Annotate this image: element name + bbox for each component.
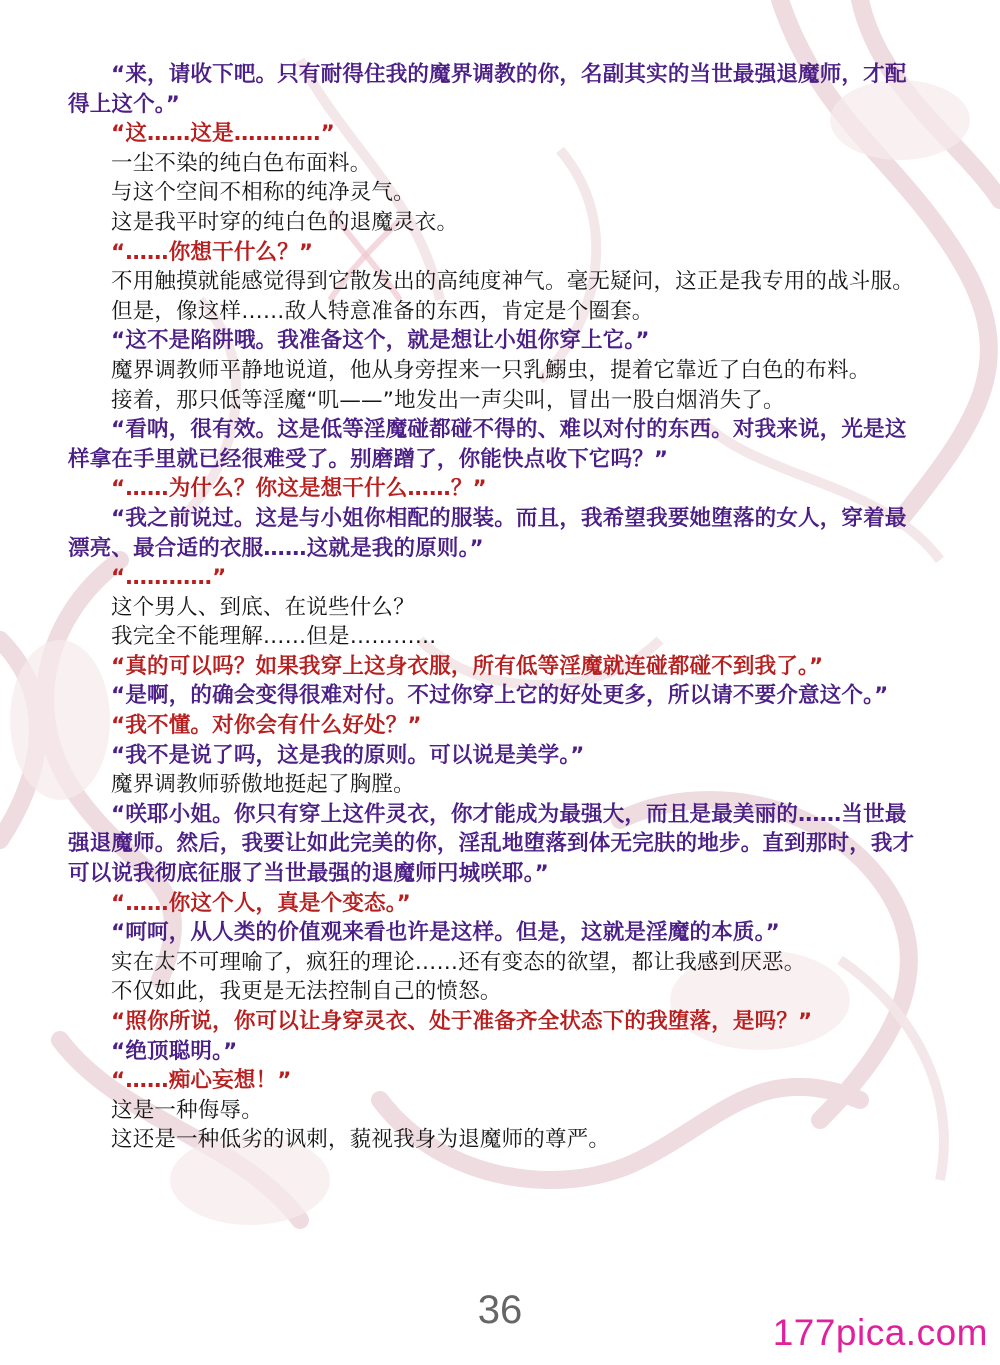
page-number: 36 [477, 1288, 523, 1332]
narration-paragraph: 与这个空间不相称的纯净灵气。 [111, 180, 415, 206]
dialogue-paragraph: “……你这个人，真是个变态。” [111, 890, 412, 916]
dialogue-paragraph: “…………” [111, 565, 227, 591]
narration-paragraph: 接着，那只低等淫魔“叽——”地发出一声尖叫，冒出一股白烟消失了。 [111, 387, 785, 413]
dialogue-paragraph: “是啊，的确会变得很难对付。不过你穿上它的好处更多，所以请不要介意这个。” [111, 683, 889, 709]
dialogue-paragraph: “……痴心妄想！” [111, 1068, 292, 1094]
dialogue-paragraph: “我不懂。对你会有什么好处？” [111, 713, 422, 739]
dialogue-paragraph: “来，请收下吧。只有耐得住我的魔界调教的你，名副其实的当世最强退魔师，才配得上这个。” [68, 62, 907, 117]
dialogue-paragraph: “呵呵，从人类的价值观来看也许是这样。但是，这就是淫魔的本质。” [111, 920, 780, 946]
dialogue-paragraph: “……你想干什么？” [111, 239, 314, 265]
narration-paragraph: 这还是一种低劣的讽刺，藐视我身为退魔师的尊严。 [111, 1127, 611, 1153]
narration-paragraph: 这是一种侮辱。 [111, 1097, 263, 1123]
narration-paragraph: 魔界调教师骄傲地挺起了胸膛。 [111, 772, 415, 798]
novel-text-body [68, 60, 928, 1155]
narration-paragraph: 魔界调教师平静地说道，他从身旁捏来一只乳鰯虫，提着它靠近了白色的布料。 [111, 357, 871, 383]
dialogue-paragraph: “真的可以吗？如果我穿上这身衣服，所有低等淫魔就连碰都碰不到我了。” [111, 653, 824, 679]
narration-paragraph: 不仅如此，我更是无法控制自己的愤怒。 [111, 979, 502, 1005]
dialogue-paragraph: “我之前说过。这是与小姐你相配的服装。而且，我希望我要她堕落的女人，穿着最漂亮、最合适的衣服……这就是我的原则。” [68, 505, 907, 561]
dialogue-paragraph: “咲耶小姐。你只有穿上这件灵衣，你才能成为最强大，而且是最美丽的……当世最强退魔师。然后，我要让如此完美的你，淫乱地堕落到体无完肤的地步。直到那时，我才可以说我彻底征服了当世最强的退魔师円城咲耶。” [68, 801, 915, 887]
narration-paragraph: 我完全不能理解……但是………… [111, 624, 437, 650]
dialogue-paragraph: “我不是说了吗，这是我的原则。可以说是美学。” [111, 742, 585, 768]
dialogue-paragraph: “这……这是…………” [111, 121, 335, 147]
narration-paragraph: 不用触摸就能感觉得到它散发出的高纯度神气。毫无疑问，这正是我专用的战斗服。 [111, 269, 914, 295]
narration-paragraph: 一尘不染的纯白色布面料。 [111, 150, 372, 176]
narration-paragraph: 但是，像这样……敌人特意准备的东西，肯定是个圈套。 [111, 298, 654, 324]
narration-paragraph: 实在太不可理喻了，疯狂的理论……还有变态的欲望，都让我感到厌恶。 [111, 949, 806, 975]
narration-paragraph: 这是我平时穿的纯白色的退魔灵衣。 [111, 209, 459, 235]
dialogue-paragraph: “这不是陷阱哦。我准备这个，就是想让小姐你穿上它。” [111, 328, 650, 354]
narration-paragraph: 这个男人、到底、在说些什么？ [111, 594, 415, 620]
dialogue-paragraph: “照你所说，你可以让身穿灵衣、处于准备齐全状态下的我堕落，是吗？” [111, 1009, 813, 1034]
dialogue-paragraph: “……为什么？你这是想干什么……？” [111, 476, 487, 502]
site-watermark: 177pica.com [772, 1312, 988, 1353]
dialogue-paragraph: “绝顶聪明。” [111, 1038, 238, 1064]
dialogue-paragraph: “看呐，很有效。这是低等淫魔碰都碰不得的、难以对付的东西。对我来说，光是这样拿在手里就已经很难受了。别磨蹭了，你能快点收下它吗？” [68, 417, 907, 472]
